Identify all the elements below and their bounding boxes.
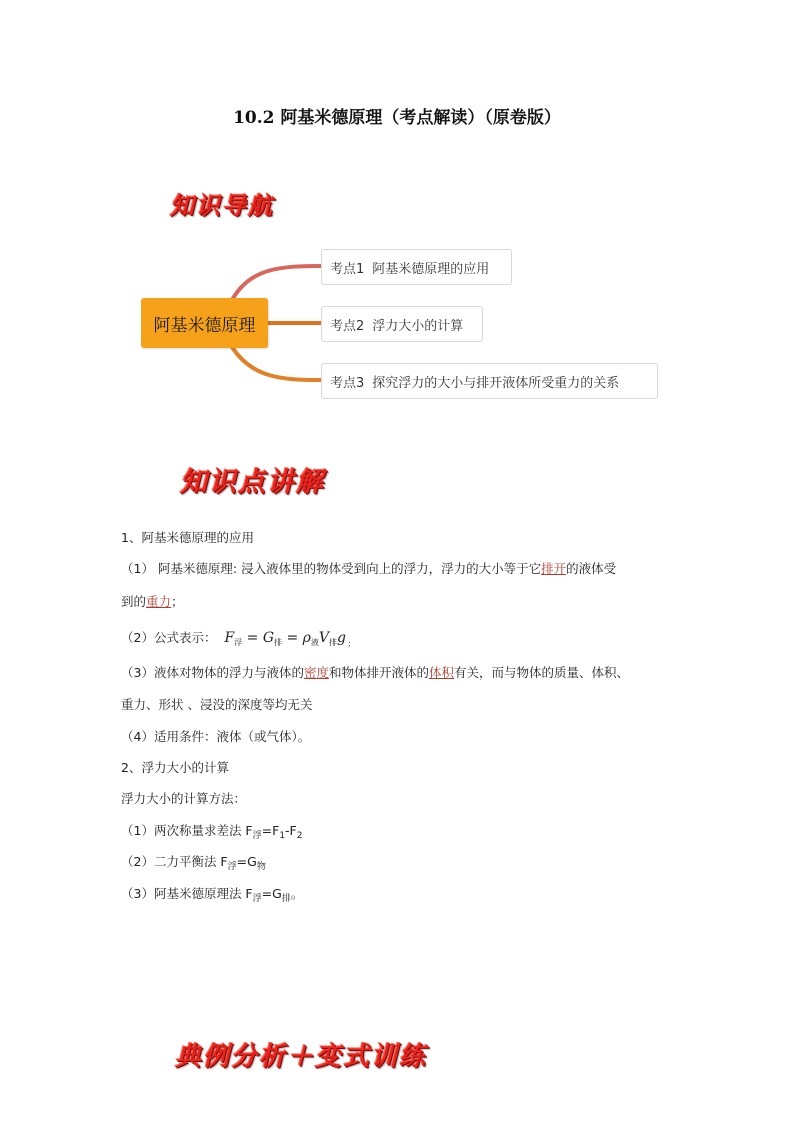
- formula-expression: [224, 630, 346, 646]
- subscript: 排: [281, 894, 291, 904]
- text-run: =F: [261, 823, 280, 838]
- text-run: ；: [171, 594, 184, 609]
- branch-code: 考点2: [330, 318, 365, 334]
- text-run: 。: [290, 886, 304, 901]
- formula-eq: =: [242, 630, 263, 646]
- subscript: 2: [296, 831, 303, 841]
- paragraph-formula: [121, 630, 351, 652]
- subscript: 浮: [227, 862, 237, 872]
- text-run: （1）两次称量求差法 F: [121, 823, 253, 838]
- section-heading-2: 2、浮力大小的计算: [121, 760, 229, 775]
- text-run: 和物体排开液体的: [328, 665, 429, 680]
- subscript: 物: [256, 862, 266, 872]
- text-run: 到的: [121, 594, 147, 609]
- formula-sub: 排: [274, 638, 282, 647]
- highlight-tiji: 体积: [429, 665, 455, 680]
- highlight-paikai: 排开: [541, 561, 567, 576]
- subscript: 浮: [252, 831, 262, 841]
- banner-knowledge-nav: 知识导航: [170, 191, 274, 220]
- formula-sub: 浮: [234, 638, 243, 647]
- formula-f: F: [224, 630, 235, 646]
- formula-gravity: g: [337, 630, 346, 646]
- mindmap-branch-2: [321, 306, 483, 342]
- branch-text: 浮力大小的计算: [372, 318, 464, 334]
- paragraph-factors-cont: 重力、形状 、浸没的深度等均无关: [121, 697, 313, 712]
- text-run: =G: [261, 886, 282, 901]
- text-run: （2）二力平衡法 F: [121, 854, 228, 869]
- banner-examples-training: 典例分析＋变式训练: [175, 1042, 428, 1072]
- paragraph-methods-intro: 浮力大小的计算方法：: [121, 791, 247, 806]
- formula-sub: 液: [310, 638, 319, 647]
- mindmap-branch-1: [321, 249, 512, 285]
- connector-3: [232, 347, 321, 380]
- text-run: （3）阿基米德原理法 F: [121, 886, 253, 901]
- text-run: =G: [236, 854, 257, 869]
- text-run: -F: [285, 823, 297, 838]
- text-run: （1） 阿基米德原理: 浸入液体里的物体受到向上的浮力，浮力的大小等于它: [121, 561, 542, 576]
- formula-end: ;: [347, 639, 351, 648]
- branch-code: 考点1: [330, 261, 365, 277]
- branch-code: 考点3: [330, 375, 365, 391]
- page-title: 10.2 阿基米德原理（考点解读）（原卷版）: [233, 108, 561, 128]
- formula-label: （2）公式表示：: [121, 630, 217, 645]
- method-1: [121, 823, 302, 844]
- section-heading-1: 1、阿基米德原理的应用: [121, 530, 254, 545]
- method-2: [121, 854, 266, 875]
- formula-v: V: [318, 630, 329, 646]
- banner-knowledge-explain: 知识点讲解: [180, 467, 325, 498]
- mindmap-center-node: 阿基米德原理: [141, 298, 268, 348]
- text-run: （3）液体对物体的浮力与液体的: [121, 665, 304, 680]
- paragraph-conditions: （4）适用条件：液体（或气体）。: [121, 729, 311, 744]
- mindmap-connectors: [0, 0, 794, 420]
- branch-text: 阿基米德原理的应用: [372, 261, 490, 277]
- formula-eq: =: [282, 630, 303, 646]
- branch-text: 探究浮力的大小与排开液体所受重力的关系: [372, 375, 620, 391]
- method-3: [121, 886, 303, 907]
- connector-1: [232, 266, 321, 300]
- paragraph-principle: [121, 561, 616, 577]
- paragraph-principle-cont: [121, 594, 184, 610]
- paragraph-factors: [121, 665, 629, 681]
- formula-rho: ρ: [302, 630, 311, 646]
- text-run: 有关，而与物体的质量、体积、: [454, 665, 630, 680]
- formula-sub: 排: [329, 638, 337, 647]
- text-run: 的液体受: [566, 561, 617, 576]
- subscript: 浮: [252, 894, 262, 904]
- subscript: 1: [279, 831, 286, 841]
- formula-g: G: [262, 630, 274, 646]
- highlight-midu: 密度: [303, 665, 329, 680]
- mindmap-branch-3: [321, 363, 658, 399]
- highlight-zhongli: 重力: [146, 594, 172, 609]
